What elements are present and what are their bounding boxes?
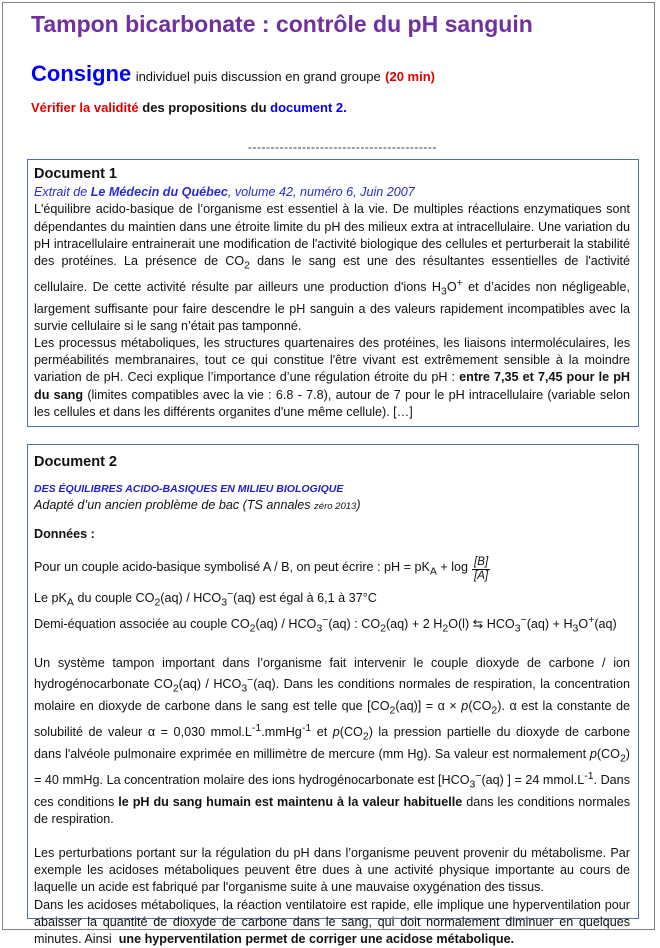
- document-2-box: [27, 444, 639, 946]
- consigne-label: Consigne: [31, 61, 132, 86]
- consigne-time: (20 min): [385, 69, 435, 84]
- instruction-verify: Vérifier la validité: [31, 100, 139, 115]
- document-1-paragraph-1: L'équilibre acido-basique de l’organisme est essentiel à la vie. De multiples réactions enzymatiques sont dépendantes du maintien dans une étroite limite du pH des milieux extra at intracellulaire. Une variation du pH intracellulaire entrainerait une modification de l'activité biologique des cellules et perturberait la stabilité des protéines. La présence de $CO_2$ dans le sang est une des résultantes essentielles de l'activité cellulaire. De cette activité résulte par ailleurs une production d'ions $H_3O^+$ et d’acides non négligeable, largement suffisante pour faire descendre le pH sanguin a des valeurs rapidement incompatibles avec la survie cellulaire si le sang n’était pas tamponné.: [34, 202, 630, 333]
- henderson-formula: Pour un couple acido-basique symbolisé A / B, on peut écrire : pH = $pK_A + \log$ $\frac{[B]}{[A]}$: [34, 555, 489, 582]
- document-2-subtitle: DES ÉQUILIBRES ACIDO-BASIQUES EN MILIEU BIOLOGIQUE: [34, 483, 344, 496]
- half-equation-line: Demi-équation associée au couple $CO_2(aq) / HCO_3^-(aq)$ : $CO_2(aq) + 2$ $H_2O(l)$ ⇆ $HCO_3^-(aq) + H_3O^+(aq)$: [34, 614, 617, 636]
- document-2-paragraph-perturbations: Les perturbations portant sur la régulation du pH dans l’organisme peuvent provenir du métabolisme. Par exemple les acidoses métaboliques peuvent être dues à une activité physique importante au cours de laquelle un acide est fabriqué par l'organisme suite à une mauvaise oxygénation des tissus.: [34, 845, 630, 895]
- consigne-text: individuel puis discussion en grand groupe: [135, 69, 381, 84]
- document-1-title: Document 1: [34, 166, 117, 182]
- instruction-middle: des propositions du: [142, 100, 267, 115]
- formula-fraction: $\frac{[B]}{[A]}$: [474, 555, 489, 582]
- data-heading: Données :: [34, 527, 95, 542]
- page-title: Tampon bicarbonate : contrôle du pH sanguin: [31, 11, 533, 37]
- document-2-adapted: Adapté d’un ancien problème de bac (TS annales zéro 2013): [34, 498, 361, 513]
- instruction-doc-ref: document 2.: [270, 100, 347, 115]
- worksheet-page: [2, 2, 655, 946]
- document-1-paragraph-2: Les processus métaboliques, les structures quartenaires des protéines, les liaisons intermoléculaires, les perméabilités membranaires, tout ce qui constitue l'être vivant est extrêmement sensible à la moindre variation de pH. Ceci explique l’importance d’une régulation étroite du pH : entre 7,35 et 7,45 pour le pH du sang (limites compatibles avec la vie : 6.8 - 7.8), autour de 7 pour le pH intracellulaire (variable selon les cellules et dans les différents organites d'une même cellule). […]: [34, 336, 631, 419]
- document-2-paragraph-buffer: Un système tampon important dans l’organisme fait intervenir le couple dioxyde de carbone / ion hydrogénocarbonate $CO_2(aq) / HCO_3^-(aq)$. Dans les conditions normales de respiration, la concentration molaire en dioxyde de carbone dans le sang est telle que $[CO_2(aq)] = \alpha \times p(CO_2)$. α est la constante de solubilité de valeur α = 0,030 $mmol.L^{-1}.mmHg^{-1}$ et $p(CO_2)$ la pression partielle du dioxyde de carbone dans l'alvéole pulmonaire exprimée en millimètre de mercure (mm Hg). Sa valeur est normalement $p(CO_2) = 40$ mmHg. La concentration molaire des ions hydrogénocarbonate est [$HCO_3^-(aq)$ ] = 24 $mmol.L^{-1}$. Dans ces conditions le pH du sang humain est maintenu à la valeur habituelle dans les conditions normales de respiration.: [34, 656, 630, 826]
- document-1-box: [27, 159, 639, 427]
- pka-line: Le $pK_A$ du couple $CO_2(aq) / HCO_3^-(aq)$ est égal à 6,1 à 37°C: [34, 588, 377, 610]
- consigne-line: [31, 61, 435, 87]
- document-2-paragraph-acidosis: Dans les acidoses métaboliques, la réaction ventilatoire est rapide, elle implique une hyperventilation pour abaisser la quantité de dioxyde de carbone dans le sang, qui doit normalement diminuer en quelques minutes. Ainsi une hyperventilation permet de corriger une acidose métabolique.: [34, 897, 630, 946]
- document-1-source: Extrait de Le Médecin du Québec, volume 42, numéro 6, Juin 2007: [34, 185, 415, 200]
- document-2-title: Document 2: [34, 454, 117, 470]
- instruction: [31, 100, 347, 115]
- separator-line: ------------------------------------------: [248, 140, 437, 154]
